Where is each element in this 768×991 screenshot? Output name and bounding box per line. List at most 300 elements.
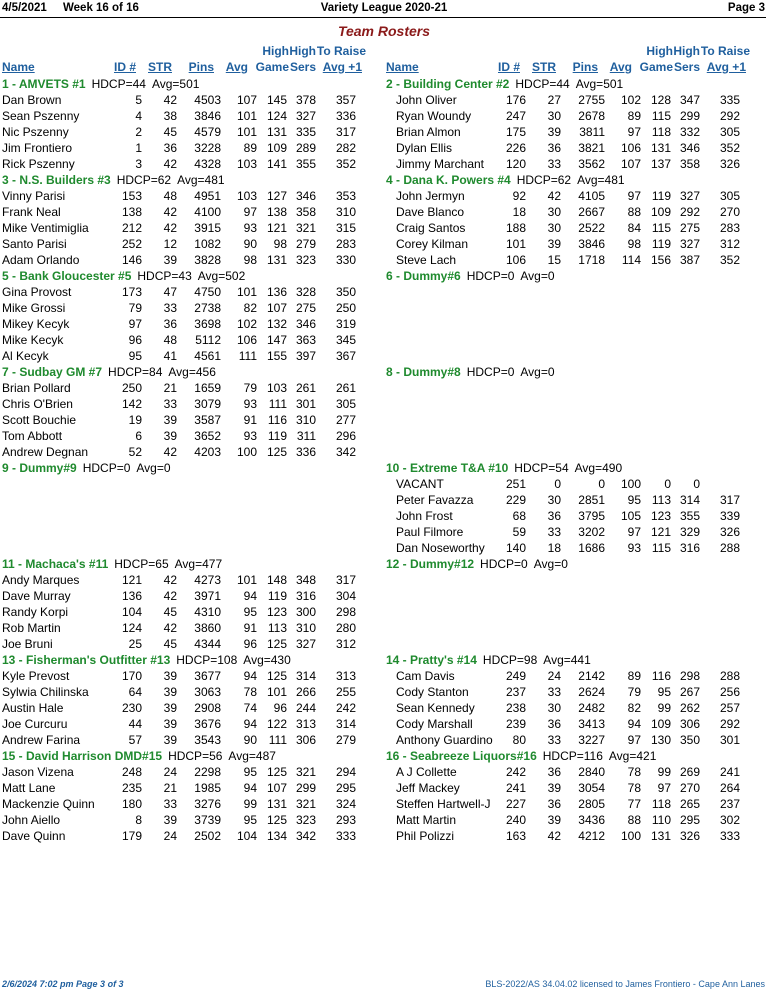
player-high-series: 299 (679, 109, 700, 123)
high-game-header-top: High (262, 44, 289, 58)
player-high-series: 289 (295, 141, 316, 155)
player-id: 240 (505, 813, 526, 827)
player-id: 120 (505, 157, 526, 171)
player-to-raise: 352 (719, 253, 740, 267)
player-name: Paul Filmore (396, 525, 464, 539)
team-stats: HDCP=62 Avg=481 (116, 173, 225, 187)
player-to-raise: 288 (719, 669, 740, 683)
player-high-series: 346 (295, 189, 316, 203)
player-name: Jimmy Marchant (396, 157, 485, 171)
player-avg: 107 (236, 93, 257, 107)
player-avg: 100 (620, 477, 641, 491)
player-id: 64 (128, 685, 142, 699)
player-pins: 4579 (194, 125, 221, 139)
player-to-raise: 241 (719, 765, 740, 779)
team-stats: HDCP=44 Avg=501 (515, 77, 624, 91)
player-high-series: 306 (295, 733, 316, 747)
to-raise-header: Avg +1 (706, 60, 746, 74)
player-pins: 3276 (194, 797, 221, 811)
player-avg: 97 (627, 189, 641, 203)
player-name: Rob Martin (2, 621, 61, 635)
team-name: 11 - Machaca's #11 (2, 557, 109, 571)
player-avg: 102 (620, 93, 641, 107)
player-to-raise: 324 (335, 797, 356, 811)
player-to-raise: 312 (719, 237, 740, 251)
player-name: Santo Parisi (2, 237, 67, 251)
empty-row (384, 428, 766, 444)
player-id: 97 (128, 317, 142, 331)
player-name: Andy Marques (2, 573, 80, 587)
player-name: Steve Lach (396, 253, 457, 267)
player-avg: 84 (627, 221, 641, 235)
player-str: 33 (163, 301, 177, 315)
player-avg: 101 (236, 573, 257, 587)
player-str: 24 (163, 829, 177, 843)
player-high-game: 109 (650, 205, 671, 219)
player-to-raise: 335 (719, 93, 740, 107)
player-high-series: 295 (679, 813, 700, 827)
team-name: 9 - Dummy#9 (2, 461, 77, 475)
empty-row (0, 476, 382, 492)
high-series-header: Sers (673, 60, 700, 74)
team-stats: HDCP=65 Avg=477 (114, 557, 223, 571)
player-id: 153 (121, 189, 142, 203)
player-pins: 4344 (194, 637, 221, 651)
player-pins: 3821 (578, 141, 605, 155)
player-id: 175 (505, 125, 526, 139)
player-high-game: 121 (650, 525, 671, 539)
player-high-game: 121 (266, 221, 287, 235)
player-row (384, 668, 766, 684)
player-high-game: 116 (651, 669, 671, 683)
player-avg: 106 (620, 141, 641, 155)
player-to-raise: 292 (719, 109, 740, 123)
player-row (0, 396, 382, 412)
player-str: 39 (547, 781, 561, 795)
empty-row (384, 300, 766, 316)
player-row (384, 796, 766, 812)
player-high-series: 327 (295, 637, 316, 651)
player-row (0, 780, 382, 796)
player-high-game: 97 (657, 781, 671, 795)
player-name: Dave Blanco (396, 205, 465, 219)
player-high-game: 119 (267, 429, 287, 443)
player-pins: 3795 (578, 509, 605, 523)
player-avg: 89 (627, 669, 641, 683)
player-row (0, 604, 382, 620)
player-name: Dave Quinn (2, 829, 66, 843)
player-str: 36 (547, 141, 561, 155)
player-to-raise: 333 (719, 829, 740, 843)
player-str: 36 (547, 765, 561, 779)
player-high-game: 101 (266, 685, 287, 699)
player-name: Matt Lane (2, 781, 56, 795)
player-high-game: 123 (266, 605, 287, 619)
player-name: John Aiello (2, 813, 61, 827)
player-pins: 4100 (194, 205, 221, 219)
team-stats: HDCP=62 Avg=481 (516, 173, 625, 187)
team-header (384, 748, 766, 764)
player-name: Tom Abbott (2, 429, 63, 443)
player-to-raise: 288 (719, 541, 740, 555)
player-row (384, 716, 766, 732)
player-id: 170 (121, 669, 142, 683)
player-avg: 101 (236, 285, 257, 299)
footer-license: BLS-2022/AS 34.04.02 licensed to James Frontiero - Cape Ann Lanes (485, 979, 765, 989)
player-avg: 94 (627, 717, 641, 731)
player-row (384, 156, 766, 172)
player-name: Mike Ventimiglia (2, 221, 89, 235)
player-id: 3 (135, 157, 142, 171)
player-high-series: 300 (295, 605, 316, 619)
player-row (384, 812, 766, 828)
player-pins: 2851 (578, 493, 605, 507)
player-row (0, 284, 382, 300)
player-name: Jeff Mackey (396, 781, 460, 795)
player-pins: 3677 (194, 669, 221, 683)
high-game-header: Game (639, 60, 673, 74)
player-avg: 95 (627, 493, 641, 507)
player-to-raise: 279 (335, 733, 356, 747)
player-high-game: 131 (266, 253, 287, 267)
player-name: Phil Polizzi (396, 829, 455, 843)
player-pins: 1659 (194, 381, 221, 395)
player-avg: 111 (238, 349, 257, 363)
player-name: Andrew Farina (2, 733, 81, 747)
player-high-game: 125 (266, 445, 287, 459)
player-row (0, 636, 382, 652)
player-high-game: 131 (650, 829, 671, 843)
player-row (384, 108, 766, 124)
player-str: 30 (547, 109, 561, 123)
player-high-game: 109 (266, 141, 287, 155)
player-pins: 3846 (578, 237, 605, 251)
player-high-series: 310 (295, 413, 316, 427)
player-high-game: 0 (664, 477, 671, 491)
player-row (0, 108, 382, 124)
player-id: 138 (121, 205, 142, 219)
player-row (0, 444, 382, 460)
player-row (0, 620, 382, 636)
page-title: Team Rosters (337, 23, 431, 39)
player-high-series: 270 (679, 781, 700, 795)
player-pins: 3063 (194, 685, 221, 699)
right-roster-column (384, 44, 766, 844)
player-high-game: 156 (650, 253, 671, 267)
team-stats: HDCP=98 Avg=441 (482, 653, 591, 667)
player-name: Scott Bouchie (2, 413, 77, 427)
player-avg: 103 (236, 157, 257, 171)
header-divider (0, 17, 766, 18)
team-header (384, 364, 766, 380)
player-pins: 3860 (194, 621, 221, 635)
player-str: 48 (163, 333, 177, 347)
player-avg: 101 (236, 125, 257, 139)
player-id: 6 (135, 429, 142, 443)
player-row (0, 796, 382, 812)
player-high-game: 115 (651, 541, 671, 555)
player-id: 57 (128, 733, 142, 747)
player-id: 176 (505, 93, 526, 107)
team-header (384, 460, 766, 476)
player-name: Dylan Ellis (396, 141, 453, 155)
team-stats: HDCP=0 Avg=0 (480, 557, 568, 571)
player-str: 39 (163, 429, 177, 443)
player-high-series: 261 (295, 381, 316, 395)
player-avg: 99 (243, 797, 257, 811)
player-str: 21 (163, 381, 177, 395)
player-str: 21 (163, 781, 177, 795)
player-to-raise: 326 (719, 525, 740, 539)
player-str: 18 (547, 541, 561, 555)
player-avg: 93 (243, 221, 257, 235)
player-avg: 104 (236, 829, 257, 843)
player-to-raise: 242 (335, 701, 356, 715)
player-pins: 3915 (194, 221, 221, 235)
player-row (384, 684, 766, 700)
player-high-series: 299 (295, 781, 316, 795)
player-pins: 3413 (578, 717, 605, 731)
player-id: 106 (505, 253, 526, 267)
player-high-game: 103 (266, 381, 287, 395)
player-high-series: 244 (295, 701, 316, 715)
player-avg: 107 (620, 157, 641, 171)
player-avg: 95 (243, 765, 257, 779)
player-str: 39 (163, 733, 177, 747)
player-id: 226 (505, 141, 526, 155)
player-to-raise: 298 (335, 605, 356, 619)
player-str: 39 (547, 125, 561, 139)
player-str: 33 (163, 797, 177, 811)
player-to-raise: 312 (335, 637, 356, 651)
player-name: Brian Almon (396, 125, 461, 139)
player-name: Sean Kennedy (396, 701, 475, 715)
player-id: 59 (512, 525, 526, 539)
player-avg: 97 (627, 525, 641, 539)
player-avg: 102 (236, 317, 257, 331)
player-row (0, 156, 382, 172)
player-name: Adam Orlando (2, 253, 80, 267)
player-id: 92 (512, 189, 526, 203)
player-high-series: 316 (295, 589, 316, 603)
empty-row (0, 492, 382, 508)
name-header: Name (386, 60, 419, 74)
player-row (0, 428, 382, 444)
player-str: 42 (163, 621, 177, 635)
player-name: John Oliver (396, 93, 457, 107)
player-high-game: 99 (657, 765, 671, 779)
player-high-series: 387 (679, 253, 700, 267)
footer-timestamp: 2/6/2024 7:02 pm Page 3 of 3 (2, 979, 124, 989)
player-id: 136 (121, 589, 142, 603)
player-avg: 96 (243, 637, 257, 651)
player-avg: 103 (236, 189, 257, 203)
player-high-game: 122 (266, 717, 287, 731)
player-name: Cody Marshall (396, 717, 473, 731)
player-pins: 3971 (194, 589, 221, 603)
player-high-game: 118 (651, 125, 671, 139)
team-header (0, 556, 382, 572)
player-pins: 2502 (194, 829, 221, 843)
player-high-series: 326 (679, 829, 700, 843)
player-id: 241 (505, 781, 526, 795)
team-stats: HDCP=44 Avg=501 (91, 77, 200, 91)
player-avg: 88 (627, 205, 641, 219)
player-high-series: 0 (693, 477, 700, 491)
player-avg: 105 (620, 509, 641, 523)
player-str: 39 (163, 685, 177, 699)
player-to-raise: 304 (335, 589, 356, 603)
player-name: Anthony Guardino (396, 733, 493, 747)
team-header (0, 76, 382, 92)
player-row (0, 412, 382, 428)
player-high-game: 111 (268, 733, 287, 747)
player-name: Mike Grossi (2, 301, 66, 315)
player-high-game: 110 (651, 813, 671, 827)
report-date: 4/5/2021 (2, 2, 47, 14)
str-header: STR (532, 60, 556, 74)
player-high-game: 115 (651, 109, 671, 123)
team-header (384, 652, 766, 668)
player-id: 250 (121, 381, 142, 395)
player-pins: 2755 (578, 93, 605, 107)
player-pins: 3828 (194, 253, 221, 267)
player-pins: 1985 (194, 781, 221, 795)
player-high-series: 346 (295, 317, 316, 331)
player-pins: 3739 (194, 813, 221, 827)
pins-header: Pins (188, 60, 214, 74)
team-stats: HDCP=54 Avg=490 (514, 461, 623, 475)
player-name: Dave Murray (2, 589, 71, 603)
player-avg: 78 (627, 781, 641, 795)
team-header (384, 556, 766, 572)
player-to-raise: 305 (335, 397, 356, 411)
player-row (0, 588, 382, 604)
player-row (0, 764, 382, 780)
player-to-raise: 333 (335, 829, 356, 843)
name-header: Name (2, 60, 35, 74)
player-id: 239 (505, 717, 526, 731)
player-name: Kyle Prevost (2, 669, 70, 683)
player-id: 237 (505, 685, 526, 699)
player-str: 36 (163, 141, 177, 155)
player-row (384, 540, 766, 556)
player-pins: 3543 (194, 733, 221, 747)
player-avg: 79 (627, 685, 641, 699)
player-row (384, 732, 766, 748)
player-pins: 4561 (194, 349, 221, 363)
player-row (384, 204, 766, 220)
player-high-series: 335 (295, 125, 316, 139)
player-to-raise: 294 (335, 765, 356, 779)
player-pins: 4328 (194, 157, 221, 171)
player-high-game: 127 (266, 189, 287, 203)
player-pins: 3562 (578, 157, 605, 171)
player-avg: 77 (627, 797, 641, 811)
player-to-raise: 342 (335, 445, 356, 459)
player-avg: 95 (243, 813, 257, 827)
player-avg: 95 (243, 605, 257, 619)
player-id: 252 (121, 237, 142, 251)
empty-row (384, 396, 766, 412)
player-pins: 3228 (194, 141, 221, 155)
player-high-series: 266 (295, 685, 316, 699)
player-high-game: 125 (266, 669, 287, 683)
player-str: 0 (554, 477, 561, 491)
player-to-raise: 261 (335, 381, 356, 395)
player-high-game: 98 (273, 237, 287, 251)
league-name: Variety League 2020-21 (320, 2, 448, 14)
player-avg: 91 (243, 413, 257, 427)
player-to-raise: 257 (719, 701, 740, 715)
team-header (384, 172, 766, 188)
player-to-raise: 301 (719, 733, 740, 747)
player-row (0, 300, 382, 316)
player-to-raise: 317 (719, 493, 740, 507)
to-raise-header-top: To Raise (316, 44, 366, 58)
player-id: 230 (121, 701, 142, 715)
left-roster-column (0, 44, 382, 844)
team-stats: HDCP=0 Avg=0 (82, 461, 171, 475)
player-str: 39 (163, 669, 177, 683)
player-row (384, 220, 766, 236)
player-str: 42 (163, 157, 177, 171)
player-name: Mikey Kecyk (2, 317, 70, 331)
player-id: 142 (121, 397, 142, 411)
player-name: Dan Brown (2, 93, 62, 107)
high-game-header-top: High (646, 44, 673, 58)
player-to-raise: 326 (719, 157, 740, 171)
player-to-raise: 296 (335, 429, 356, 443)
player-avg: 97 (243, 205, 257, 219)
player-str: 38 (163, 109, 177, 123)
report-header (0, 2, 768, 16)
player-to-raise: 317 (335, 125, 356, 139)
player-high-series: 363 (295, 333, 316, 347)
player-high-series: 311 (296, 429, 316, 443)
player-to-raise: 270 (719, 205, 740, 219)
player-pins: 2805 (578, 797, 605, 811)
player-str: 30 (547, 701, 561, 715)
team-header (384, 268, 766, 284)
player-high-series: 347 (679, 93, 700, 107)
team-stats: HDCP=43 Avg=502 (137, 269, 246, 283)
player-str: 45 (163, 605, 177, 619)
player-name: Sean Pszenny (2, 109, 80, 123)
player-high-game: 109 (650, 717, 671, 731)
team-name: 1 - AMVETS #1 (2, 77, 86, 91)
team-name: 2 - Building Center #2 (386, 77, 510, 91)
empty-row (384, 348, 766, 364)
player-row (0, 700, 382, 716)
player-str: 27 (547, 93, 561, 107)
player-row (0, 316, 382, 332)
player-to-raise: 319 (335, 317, 356, 331)
player-id: 121 (121, 573, 142, 587)
team-name: 7 - Sudbay GM #7 (2, 365, 103, 379)
player-high-game: 134 (266, 829, 287, 843)
team-stats: HDCP=84 Avg=456 (108, 365, 216, 379)
player-to-raise: 292 (719, 717, 740, 731)
player-to-raise: 310 (335, 205, 356, 219)
player-id: 229 (505, 493, 526, 507)
player-str: 42 (163, 573, 177, 587)
team-header (0, 364, 382, 380)
player-row (0, 204, 382, 220)
pins-header: Pins (572, 60, 598, 74)
player-str: 39 (163, 717, 177, 731)
player-to-raise: 336 (335, 109, 356, 123)
